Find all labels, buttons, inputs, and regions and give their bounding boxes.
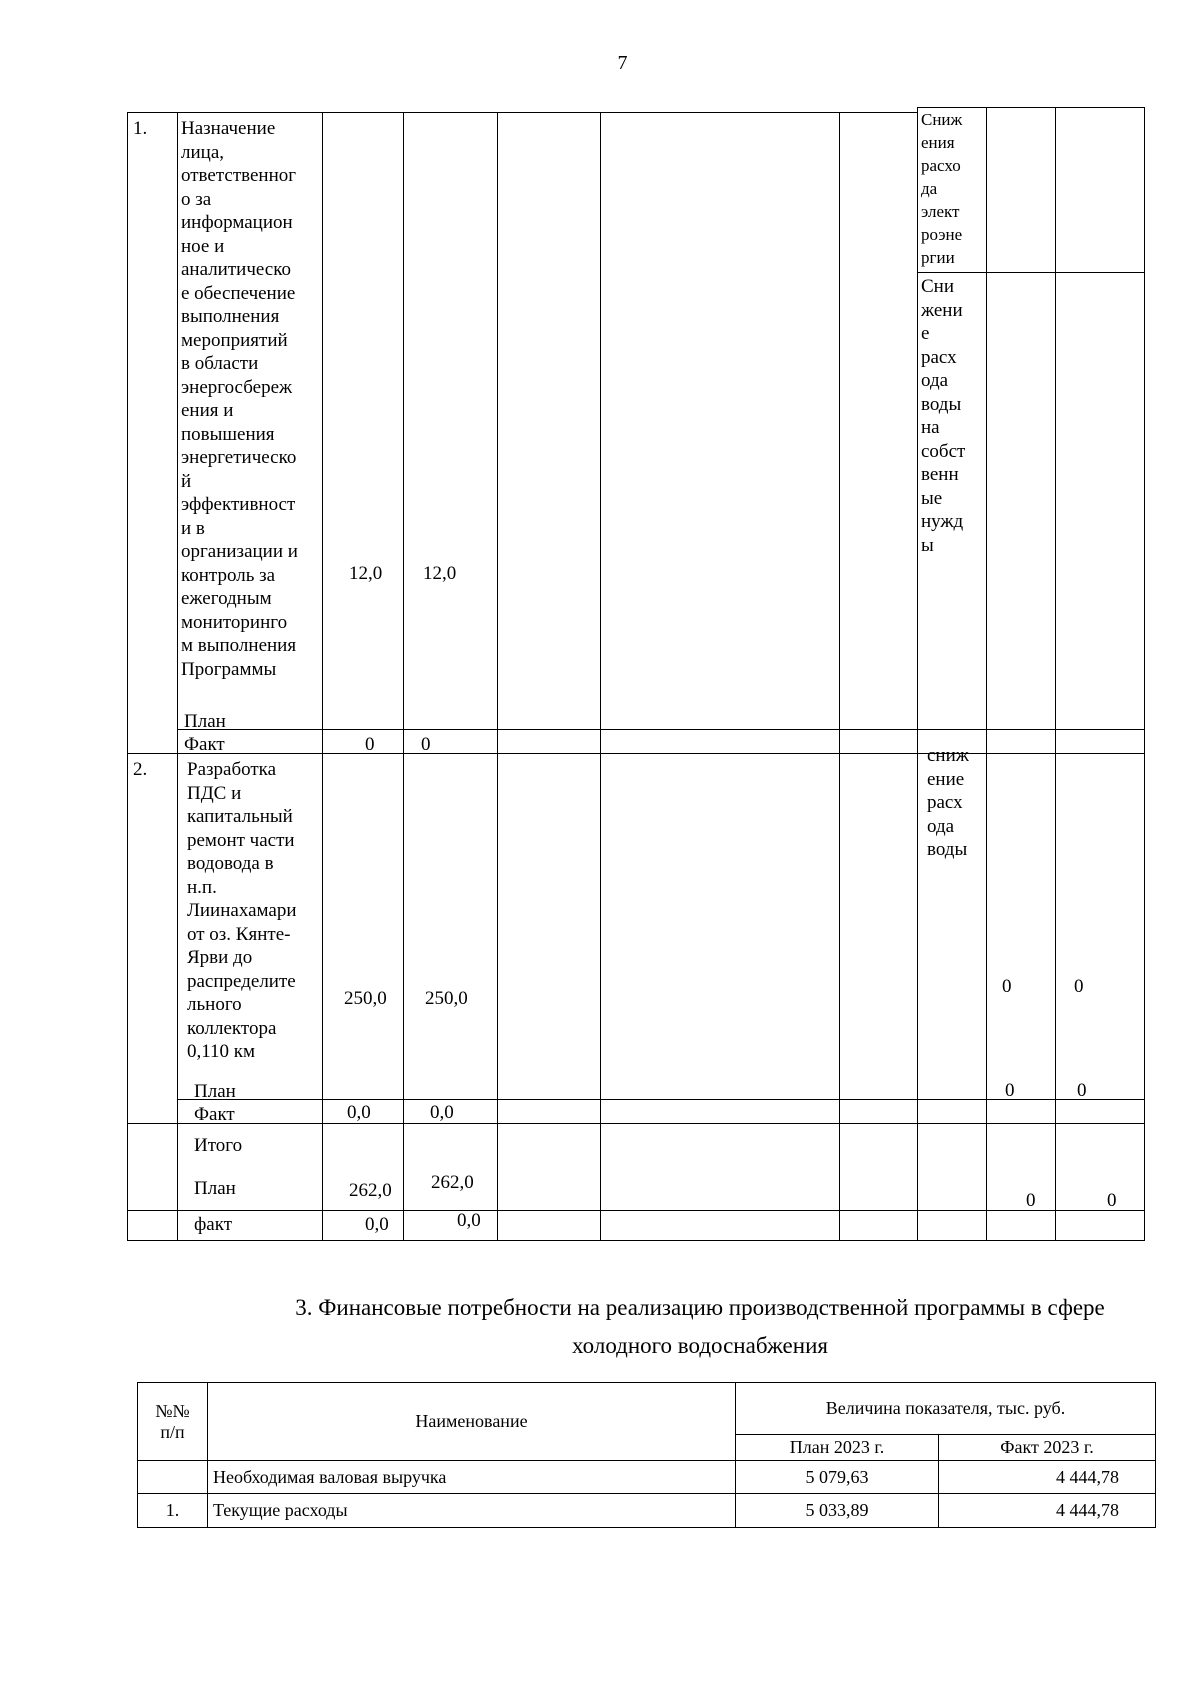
row2-bottom-border bbox=[127, 1123, 1145, 1124]
plan-label: План bbox=[194, 1081, 236, 1102]
row-number: 2. bbox=[133, 759, 148, 780]
measures-table bbox=[127, 107, 1145, 1241]
effect-text: сниж ение расх ода воды bbox=[927, 745, 969, 860]
header-name: Наименование bbox=[208, 1383, 736, 1461]
indicator-value: 0 bbox=[1005, 1080, 1015, 1101]
indicator-value: 0 bbox=[1002, 976, 1012, 997]
total-label: Итого bbox=[194, 1135, 243, 1156]
section-title: 3. Финансовые потребности на реализацию производственной программы в сфере холодного водоснабжения bbox=[295, 1295, 1105, 1358]
finance-table bbox=[137, 1382, 1156, 1528]
page-number: 7 bbox=[617, 52, 628, 74]
fact-value: 0 bbox=[421, 734, 431, 755]
plan-value: 250,0 bbox=[425, 988, 468, 1009]
row-plan: 5 033,89 bbox=[736, 1494, 939, 1528]
fact-value: 0,0 bbox=[365, 1214, 389, 1235]
indicator-value: 0 bbox=[1026, 1190, 1036, 1211]
plan-value: 262,0 bbox=[349, 1180, 392, 1201]
col-border bbox=[127, 112, 128, 1240]
col-border bbox=[497, 112, 498, 1240]
plan-label: План bbox=[194, 1178, 236, 1199]
fact-value: 0 bbox=[365, 734, 375, 755]
plan-value: 250,0 bbox=[344, 988, 387, 1009]
row1-bottom-border bbox=[127, 753, 1145, 754]
row-fact: 4 444,78 bbox=[939, 1461, 1156, 1494]
indicator-value: 0 bbox=[1077, 1080, 1087, 1101]
col-border bbox=[177, 112, 178, 1240]
measure-name: Разработка ПДС и капитальный ремонт части водовода в н.п. Лиинахамари от оз. Кянте- Ярви до распределите льного коллектора 0,110 км bbox=[187, 759, 297, 1062]
indicator-value: 0 bbox=[1074, 976, 1084, 997]
measure-name: Назначение лица, ответственног о за информацион ное и аналитическо е обеспечение выполнения мероприятий в области энергосбереж ения и повышения энергетическо й эффективност и в организации и контроль за ежегодным мониторинго м выполнения Программы bbox=[181, 118, 298, 680]
plan-value: 262,0 bbox=[431, 1172, 474, 1193]
col-border bbox=[600, 112, 601, 1240]
plan-value: 12,0 bbox=[423, 563, 457, 584]
effect-text: Сни жени е расх ода воды на собст венн ые нужд ы bbox=[921, 276, 966, 556]
fact-value: 0,0 bbox=[347, 1102, 371, 1123]
col-border bbox=[1055, 107, 1056, 1240]
fact-value: 0,0 bbox=[457, 1210, 481, 1231]
fact-label: факт bbox=[194, 1214, 233, 1235]
plan-value: 12,0 bbox=[349, 563, 383, 584]
row-number: 1. bbox=[133, 118, 148, 139]
table-border-top bbox=[127, 112, 917, 113]
indicator-value: 0 bbox=[1107, 1190, 1117, 1211]
col-border bbox=[403, 112, 404, 1240]
row-name: Текущие расходы bbox=[208, 1494, 736, 1528]
header-num: №№ п/п bbox=[138, 1383, 208, 1461]
plan-label: План bbox=[184, 711, 226, 732]
col-border bbox=[839, 112, 840, 1240]
total-plan-fact-divider bbox=[127, 1210, 1145, 1211]
row-number: 1. bbox=[138, 1494, 208, 1528]
table-border-bottom bbox=[127, 1240, 1145, 1241]
fact-label: Факт bbox=[184, 734, 225, 755]
col-border bbox=[322, 112, 323, 1240]
effect-divider bbox=[917, 272, 1145, 273]
fact-label: Факт bbox=[194, 1104, 235, 1125]
header-fact: Факт 2023 г. bbox=[939, 1435, 1156, 1461]
effect-text: Сниж ения расхо да элект роэне ргии bbox=[921, 110, 963, 267]
header-value-group: Величина показателя, тыс. руб. bbox=[736, 1383, 1156, 1435]
header-plan: План 2023 г. bbox=[736, 1435, 939, 1461]
col-border bbox=[986, 107, 987, 1240]
row-plan: 5 079,63 bbox=[736, 1461, 939, 1494]
col-border bbox=[1144, 107, 1145, 1240]
row-number bbox=[138, 1461, 208, 1494]
row-fact: 4 444,78 bbox=[939, 1494, 1156, 1528]
table-row bbox=[138, 1494, 1156, 1528]
table-row bbox=[138, 1461, 1156, 1494]
col-border bbox=[917, 107, 918, 1240]
fact-value: 0,0 bbox=[430, 1102, 454, 1123]
row-name: Необходимая валовая выручка bbox=[208, 1461, 736, 1494]
